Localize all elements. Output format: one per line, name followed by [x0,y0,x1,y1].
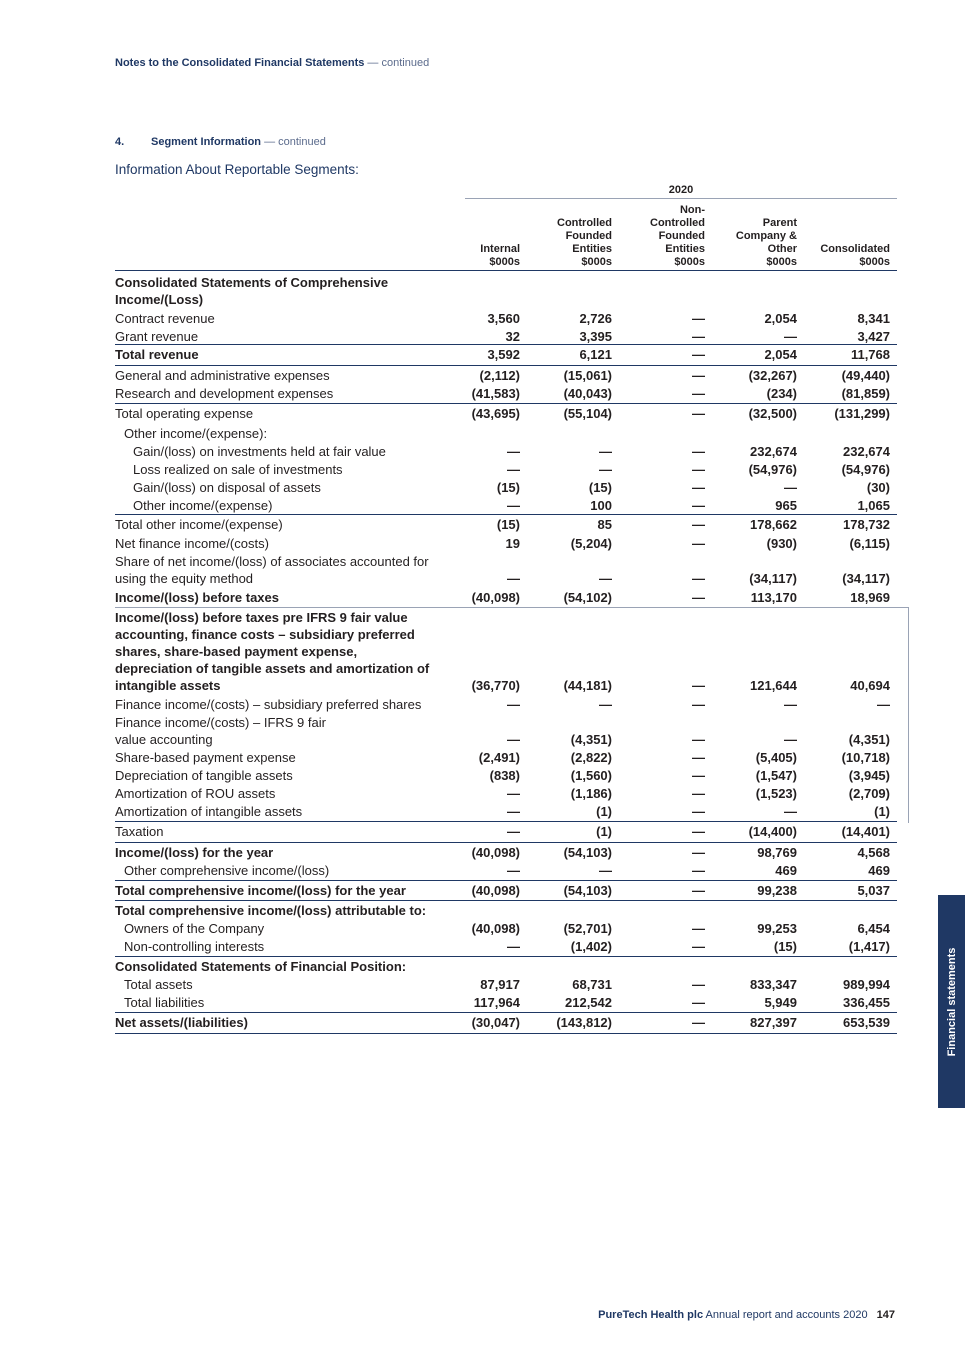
cell-non-controlled: — [692,462,705,477]
cell-parent: (5,405) [755,750,797,765]
table-row [115,461,897,478]
year-header: 2020 [668,184,694,196]
table-row [115,976,897,993]
cell-non-controlled: — [692,804,705,819]
cell-non-controlled: — [692,368,705,383]
row-label: Other income/(expense) [133,498,273,513]
table-row [115,920,897,937]
cell-internal: (30,047) [471,1015,520,1030]
cell-parent: 99,238 [757,883,797,898]
cell-controlled: 6,121 [579,347,612,362]
cell-internal: (2,112) [479,368,520,383]
cell-controlled: (2,822) [570,750,612,765]
cell-non-controlled: — [692,329,705,344]
cell-controlled: (1,186) [570,786,612,801]
cell-consolidated: 3,427 [857,329,890,344]
cell-controlled: 2,726 [579,311,612,326]
cell-controlled: (55,104) [563,406,612,421]
cell-controlled: (1,402) [570,939,612,954]
cell-internal: (40,098) [471,921,520,936]
cell-consolidated: (131,299) [834,406,890,421]
cell-controlled: — [599,863,612,878]
cell-parent: 99,253 [757,921,797,936]
cell-non-controlled: — [692,678,705,693]
row-label: Owners of the Company [124,921,265,936]
cell-parent: (54,976) [748,462,797,477]
cell-consolidated: (30) [866,480,890,495]
cell-internal: (43,695) [471,406,520,421]
row-label: Gain/(loss) on investments held at fair value [133,444,386,459]
cell-non-controlled: — [692,921,705,936]
cell-non-controlled: — [692,498,705,513]
table-row [115,344,897,363]
cell-parent: — [784,732,797,747]
running-header-title: Notes to the Consolidated Financial Statements [115,57,365,69]
cell-consolidated: (1) [874,804,890,819]
section-heading [115,136,326,148]
cell-consolidated: 6,454 [857,921,890,936]
table-subtitle: Information About Reportable Segments: [115,162,359,177]
cell-non-controlled: — [692,883,705,898]
cell-consolidated: (1,417) [848,939,890,954]
cell-internal: (838) [489,768,520,783]
table-row [115,696,897,713]
row-label: Total assets [124,977,193,992]
cell-consolidated: (14,401) [841,824,890,839]
cell-controlled: (1) [596,804,612,819]
table-row [115,497,897,514]
row-label: Consolidated Statements of Financial Position: [115,959,407,974]
cell-internal: 32 [505,329,520,344]
cell-consolidated: (34,117) [842,571,890,586]
cell-consolidated: 4,568 [857,845,890,860]
row-label: Taxation [115,824,164,839]
side-tab-label: Financial statements [945,947,958,1056]
table-row [115,553,897,587]
cell-non-controlled: — [692,768,705,783]
cell-controlled: (15,061) [563,368,612,383]
cell-internal: 87,917 [480,977,520,992]
table-row [115,880,897,899]
column-header-parent: Parent Company & Other $000s [735,217,797,268]
page-number: 147 [876,1309,895,1321]
cell-controlled: (5,204) [570,536,612,551]
cell-internal: — [507,863,520,878]
cell-internal: — [507,824,520,839]
table-row [115,785,897,802]
row-label: Total operating expense [115,406,254,421]
row-label: Contract revenue [115,311,215,326]
table-row [115,821,897,840]
cell-parent: 2,054 [764,347,797,362]
cell-internal: 19 [505,536,520,551]
cell-internal: (40,098) [471,845,520,860]
section-title: Segment Information [151,136,262,148]
table-row [115,842,897,861]
cell-non-controlled: — [692,311,705,326]
cell-consolidated: 18,969 [850,590,890,605]
cell-non-controlled: — [692,386,705,401]
cell-controlled: 85 [597,517,612,532]
cell-consolidated: (49,440) [841,368,890,383]
cell-consolidated: 11,768 [850,347,890,362]
table-row [115,589,897,606]
cell-parent: 469 [775,863,797,878]
cell-parent: 833,347 [750,977,797,992]
row-label: Amortization of intangible assets [115,804,303,819]
table-row [115,609,897,694]
cell-parent: 5,949 [764,995,797,1010]
table-row [115,938,897,955]
cell-non-controlled: — [692,536,705,551]
cell-non-controlled: — [692,786,705,801]
table-row [115,994,897,1011]
cell-controlled: 68,731 [572,977,612,992]
column-header-controlled: Controlled Founded Entities $000s [557,217,612,268]
cell-consolidated: 5,037 [857,883,890,898]
cell-controlled: 100 [590,498,612,513]
row-label: Total comprehensive income/(loss) for the year [115,883,406,898]
cell-internal: — [507,732,520,747]
column-header-internal: Internal $000s [480,243,520,268]
row-label: Grant revenue [115,329,199,344]
cell-parent: 98,769 [757,845,797,860]
cell-controlled: — [599,444,612,459]
table-row [115,274,897,308]
table-row [115,514,897,533]
row-label: Total revenue [115,347,199,362]
table-bottom-rule [115,1033,897,1034]
row-label: Share of net income/(loss) of associates accounted for using the equity method [115,554,429,586]
table-row [115,956,897,975]
cell-parent: 178,662 [750,517,797,532]
cell-controlled: 3,395 [579,329,612,344]
cell-controlled: — [599,462,612,477]
table-row [115,310,897,327]
cell-internal: 3,592 [487,347,520,362]
table-row [115,425,897,442]
cell-controlled: (40,043) [563,386,612,401]
cell-consolidated: 989,994 [843,977,890,992]
cell-consolidated: (6,115) [849,536,890,551]
row-label: Amortization of ROU assets [115,786,276,801]
cell-controlled: (4,351) [570,732,612,747]
column-headers [0,203,965,269]
footer [598,1309,895,1321]
header-rule [115,270,897,271]
cell-parent: (1,523) [755,786,797,801]
cell-controlled: (44,181) [563,678,612,693]
cell-controlled: (54,103) [563,883,612,898]
cell-controlled: (143,812) [556,1015,612,1030]
cell-internal: — [507,571,520,586]
cell-consolidated: (2,709) [848,786,890,801]
cell-non-controlled: — [692,571,705,586]
cell-non-controlled: — [692,590,705,605]
cell-consolidated: 1,065 [857,498,890,513]
cell-parent: 121,644 [750,678,797,693]
cell-parent: (15) [773,939,797,954]
cell-non-controlled: — [692,480,705,495]
cell-consolidated: (81,859) [841,386,890,401]
cell-internal: (2,491) [478,750,520,765]
cell-parent: (14,400) [748,824,797,839]
table-row [115,900,897,919]
table-row [115,385,897,402]
cell-parent: — [784,804,797,819]
row-label: Research and development expenses [115,386,334,401]
row-label: Total other income/(expense) [115,517,283,532]
row-label: Total comprehensive income/(loss) attributable to: [115,903,427,918]
cell-internal: 117,964 [473,995,520,1010]
row-label: Net assets/(liabilities) [115,1015,248,1030]
cell-internal: (36,770) [471,678,520,693]
row-label: Consolidated Statements of Comprehensive Income/(Loss) [115,275,389,307]
cell-controlled: (54,103) [563,845,612,860]
table-row [115,365,897,384]
running-header [115,57,429,69]
cell-parent: (32,500) [748,406,797,421]
cell-internal: — [507,462,520,477]
cell-non-controlled: — [692,863,705,878]
section-number: 4. [115,136,125,148]
row-label: Income/(loss) before taxes pre IFRS 9 fair value accounting, finance costs – subsidiary preferred shares, share-based payment expense, depreciation of tangible assets and amortization of intangible assets [115,610,430,693]
row-label: Share-based payment expense [115,750,296,765]
cell-controlled: (1) [596,824,612,839]
cell-internal: — [507,804,520,819]
footer-report: Annual report and accounts 2020 [705,1309,868,1321]
cell-parent: — [784,697,797,712]
table-row [115,749,897,766]
row-label: Net finance income/(costs) [115,536,269,551]
cell-parent: 965 [775,498,797,513]
cell-controlled: (1,560) [570,768,612,783]
table-row [115,803,897,820]
running-header-continued: — continued [364,57,430,69]
cell-internal: (41,583) [471,386,520,401]
cell-non-controlled: — [692,406,705,421]
cell-parent: — [784,480,797,495]
year-rule [465,198,897,199]
table-row [115,535,897,552]
column-header-consolidated: Consolidated $000s [820,243,890,268]
cell-consolidated: (4,351) [848,732,890,747]
cell-internal: — [507,939,520,954]
cell-internal: — [507,697,520,712]
cell-non-controlled: — [692,697,705,712]
cell-parent: — [784,329,797,344]
cell-consolidated: (10,718) [841,750,890,765]
row-label: Non-controlling interests [124,939,265,954]
cell-consolidated: 40,694 [850,678,890,693]
cell-non-controlled: — [692,444,705,459]
cell-controlled: (15) [588,480,612,495]
cell-parent: (34,117) [749,571,797,586]
table-row [115,443,897,460]
cell-parent: 2,054 [764,311,797,326]
cell-non-controlled: — [692,845,705,860]
table-row [115,479,897,496]
cell-non-controlled: — [692,750,705,765]
row-label: Total liabilities [124,995,205,1010]
row-label: Finance income/(costs) – IFRS 9 fair value accounting [115,715,326,747]
cell-non-controlled: — [692,939,705,954]
cell-consolidated: — [877,697,890,712]
column-header-non-controlled: Non- Controlled Founded Entities $000s [650,204,705,268]
row-label: Other income/(expense): [124,426,268,441]
cell-parent: 827,397 [750,1015,797,1030]
cell-non-controlled: — [692,732,705,747]
cell-consolidated: 653,539 [843,1015,890,1030]
row-label: Loss realized on sale of investments [133,462,343,477]
cell-internal: — [507,498,520,513]
row-label: Other comprehensive income/(loss) [124,863,330,878]
row-label: Finance income/(costs) – subsidiary preferred shares [115,697,422,712]
cell-consolidated: 336,455 [843,995,890,1010]
table-row [115,328,897,345]
cell-non-controlled: — [692,347,705,362]
cell-parent: (234) [766,386,797,401]
footer-company: PureTech Health plc [598,1309,704,1321]
cell-controlled: (52,701) [563,921,612,936]
row-label: Income/(loss) for the year [115,845,274,860]
cell-internal: (40,098) [471,590,520,605]
row-label: Depreciation of tangible assets [115,768,293,783]
cell-parent: (32,267) [748,368,797,383]
cell-non-controlled: — [692,995,705,1010]
cell-internal: 3,560 [487,311,520,326]
cell-controlled: — [599,571,612,586]
row-label: General and administrative expenses [115,368,330,383]
cell-non-controlled: — [692,824,705,839]
cell-consolidated: (3,945) [848,768,890,783]
cell-controlled: (54,102) [563,590,612,605]
cell-non-controlled: — [692,1015,705,1030]
row-label: Income/(loss) before taxes [115,590,279,605]
table-row [115,1012,897,1031]
section-continued: — continued [261,136,326,148]
table-row [115,714,897,748]
cell-parent: (930) [766,536,797,551]
cell-internal: — [507,444,520,459]
table-row [115,403,897,422]
cell-parent: 113,170 [750,590,797,605]
cell-controlled: — [599,697,612,712]
cell-internal: (15) [496,517,520,532]
cell-non-controlled: — [692,977,705,992]
side-tab[interactable] [938,895,965,1108]
cell-parent: (1,547) [755,768,797,783]
cell-consolidated: 178,732 [843,517,890,532]
cell-internal: (40,098) [471,883,520,898]
cell-internal: — [507,786,520,801]
cell-parent: 232,674 [750,444,797,459]
cell-consolidated: 232,674 [843,444,890,459]
table-row [115,862,897,879]
cell-non-controlled: — [692,517,705,532]
table-row [115,767,897,784]
cell-consolidated: 469 [868,863,890,878]
cell-consolidated: 8,341 [857,311,890,326]
cell-controlled: 212,542 [565,995,612,1010]
cell-internal: (15) [496,480,520,495]
row-label: Gain/(loss) on disposal of assets [133,480,321,495]
cell-consolidated: (54,976) [841,462,890,477]
